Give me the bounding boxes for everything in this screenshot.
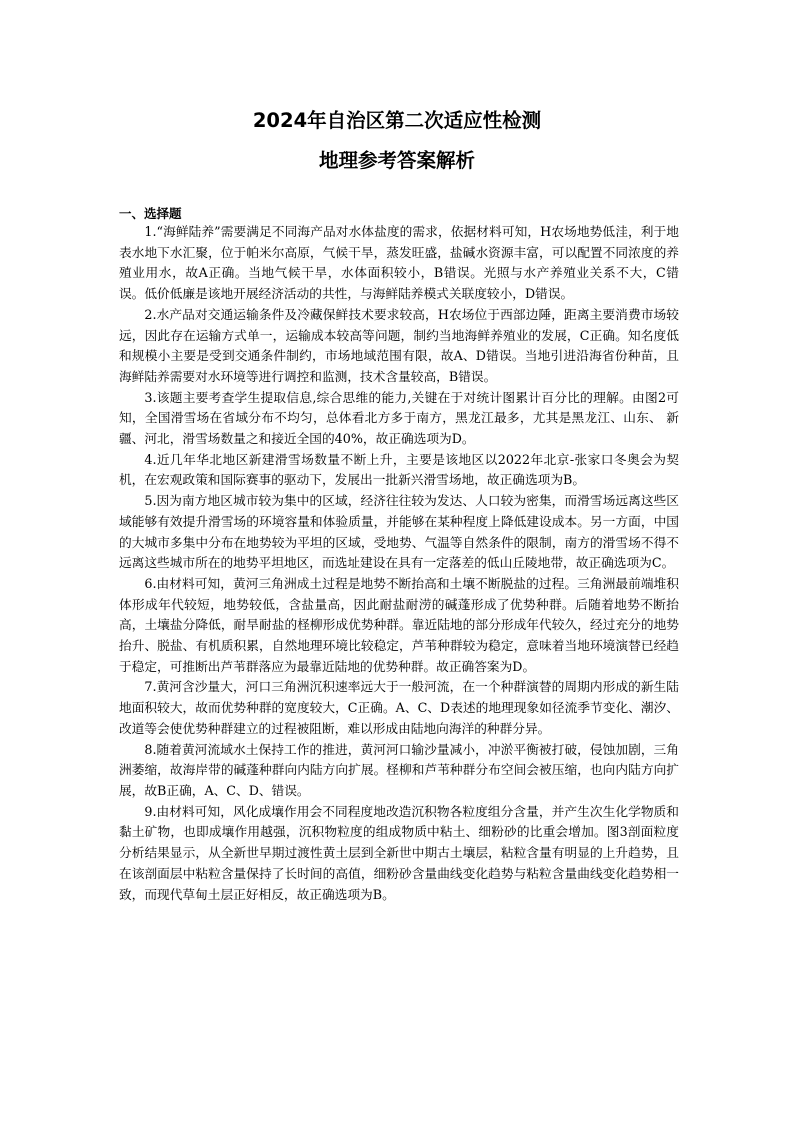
section-heading: 一、选择题	[119, 206, 182, 221]
page-title: 2024年自治区第二次适应性检测	[252, 109, 542, 132]
answer-paragraph-5: 5.因为南方地区城市较为集中的区域，经济往往较为发达、人口较为密集，而滑雪场远离这些区域能够有效提升滑雪场的环境容量和体验质量，并能够在某种程度上降低建设成本。另一方面，中国的大城市多集中分布在地势较为平坦的区域，受地势、气温等自然条件的限制，南方的滑雪场不得不远离这些城市所在的地势平坦地区，而选址建设在具有一定落差的低山丘陵地带，故正确选项为C。	[119, 493, 679, 571]
answer-paragraph-2: 2.水产品对交通运输条件及冷藏保鲜技术要求较高，H农场位于西部边陲，距离主要消费市场较远，因此存在运输方式单一，运输成本较高等问题，制约当地海鲜养殖业的发展，C正确。知名度低和规模小主要是受到交通条件制约，市场地域范围有限，故A、D错误。当地引进沿海省份种苗，且海鲜陆养需要对水环境等进行调控和监测，技术含量较高，B错误。	[119, 306, 679, 384]
answer-paragraph-1: 1.“海鲜陆养”需要满足不同海产品对水体盐度的需求，依据材料可知，H农场地势低洼，利于地表水地下水汇聚，位于帕米尔高原，气候干旱，蒸发旺盛，盐碱水资源丰富，可以配置不同浓度的养殖业用水，故A正确。当地气候干旱，水体面积较小，B错误。光照与水产养殖业关系不大，C错误。低价低廉是该地开展经济活动的共性，与海鲜陆养模式关联度较小，D错误。	[119, 224, 679, 302]
answer-body	[119, 222, 679, 905]
answer-paragraph-7: 7.黄河含沙量大，河口三角洲沉积速率远大于一般河流，在一个种群演替的周期内形成的新生陆地面积较大，故而优势种群的宽度较大，C正确。A、C、D表述的地理现象如径流季节变化、潮汐、改道等会使优势种群建立的过程被阻断，难以形成由陆地向海洋的种群分异。	[119, 679, 679, 736]
answer-paragraph-4: 4.近几年华北地区新建滑雪场数量不断上升，主要是该地区以2022年北京-张家口冬奥会为契机，在宏观政策和国际赛事的驱动下，发展出一批新兴滑雪场地，故正确选项为B。	[119, 451, 679, 488]
answer-paragraph-6: 6.由材料可知，黄河三角洲成土过程是地势不断抬高和土壤不断脱盐的过程。三角洲最前端堆积体形成年代较短，地势较低，含盐量高，因此耐盐耐涝的碱蓬形成了优势种群。后随着地势不断抬高，土壤盐分降低，耐旱耐盐的柽柳形成优势种群。靠近陆地的部分形成年代较久，经过充分的地势抬升、脱盐、有机质积累，自然地理环境比较稳定，芦苇种群较为稳定，意味着当地环境演替已经趋于稳定，可推断出芦苇群落应为最靠近陆地的优势种群。故正确答案为D。	[119, 575, 679, 674]
answer-paragraph-9: 9.由材料可知，风化成壤作用会不同程度地改造沉积物各粒度组分含量，并产生次生化学物质和黏土矿物，也即成壤作用越强，沉积物粒度的组成物质中粘土、细粉砂的比重会增加。图3剖面粒度分析结果显示，从全新世早期过渡性黄土层到全新世中期古土壤层，粘粒含量有明显的上升趋势，且在该剖面层中粘粒含量保持了长时间的高值，细粉砂含量曲线变化趋势与粘粒含量曲线变化趋势相一致，而现代草甸土层正好相反，故正确选项为B。	[119, 803, 679, 902]
page-subtitle: 地理参考答案解析	[318, 149, 475, 172]
answer-paragraph-8: 8.随着黄河流域水土保持工作的推进，黄河河口输沙量减小，冲淤平衡被打破，侵蚀加剧，三角洲萎缩，故海岸带的碱蓬种群向内陆方向扩展。柽柳和芦苇种群分布空间会被压缩，也向内陆方向扩展，故B正确，A、C、D、错误。	[119, 741, 679, 798]
answer-paragraph-3: 3.该题主要考查学生提取信息,综合思维的能力,关键在于对统计图累计百分比的理解。由图2可知，全国滑雪场在省域分布不均匀，总体看北方多于南方，黑龙江最多，尤其是黑龙江、山东、 新疆、河北，滑雪场数量之和接近全国的40%，故正确选项为D。	[119, 389, 679, 447]
